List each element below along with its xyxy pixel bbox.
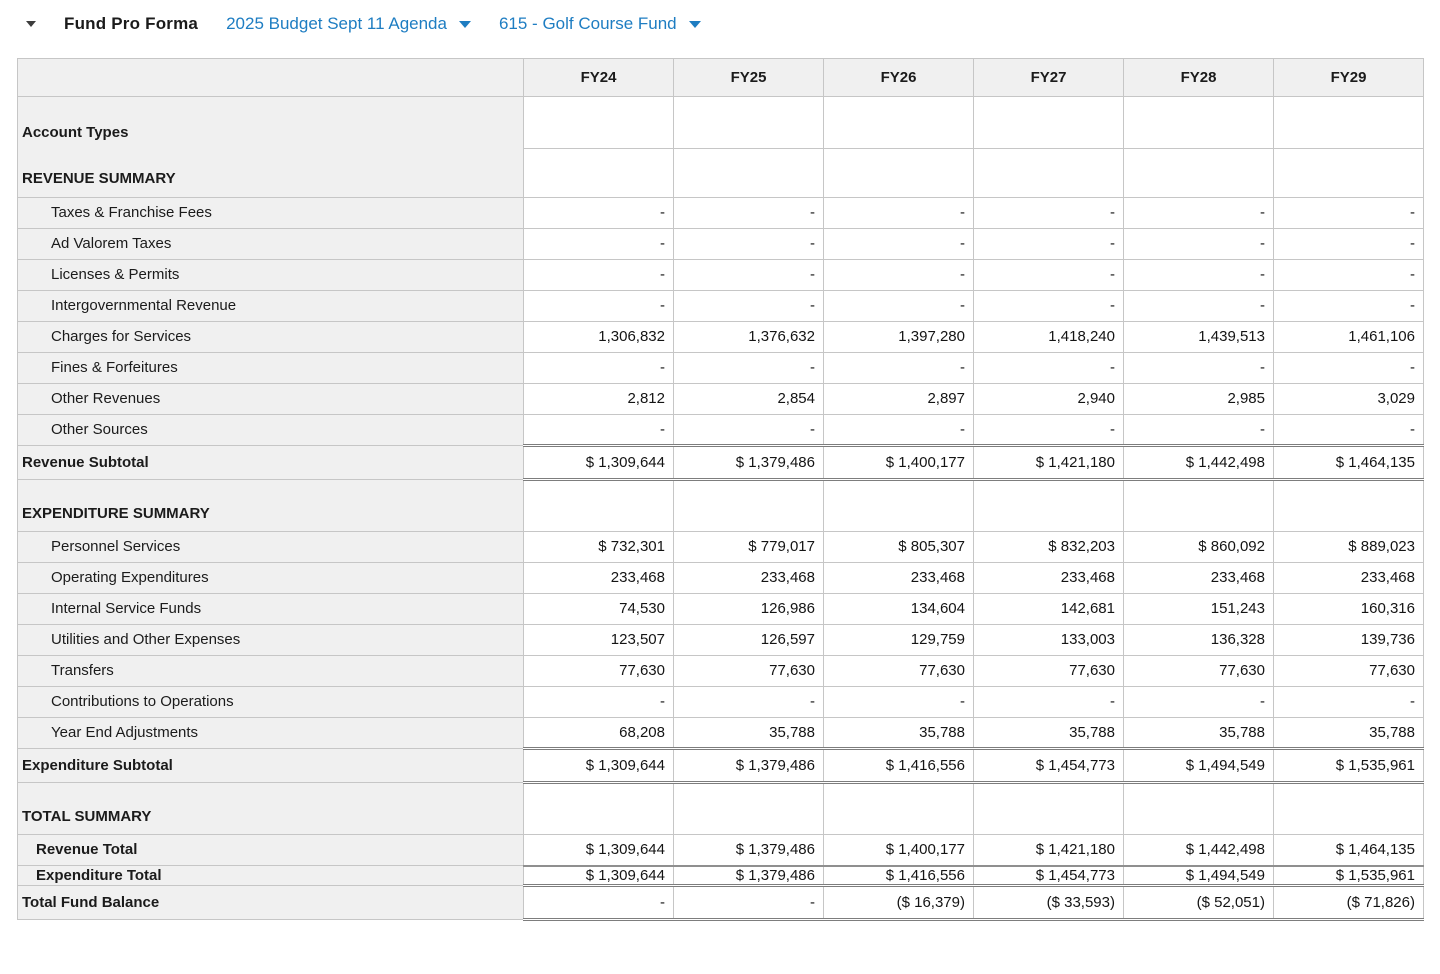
table-row [18,687,1424,718]
table-row [18,885,1424,919]
cell-value: $ 1,442,498 [1124,446,1274,480]
cell-value: $ 1,454,773 [974,866,1124,886]
row-label: Charges for Services [18,322,524,353]
cell-value: 1,418,240 [974,322,1124,353]
cell-value: 136,328 [1124,625,1274,656]
cell-value: $ 1,535,961 [1274,866,1424,886]
cell-value: $ 1,494,549 [1124,749,1274,783]
cell-value: - [674,353,824,384]
cell-value: 134,604 [824,594,974,625]
cell-value: 233,468 [824,563,974,594]
cell-value: $ 1,309,644 [524,835,674,866]
cell-value: 2,854 [674,384,824,415]
row-label: Licenses & Permits [18,260,524,291]
cell-value: 35,788 [974,718,1124,749]
cell-value: 1,461,106 [1274,322,1424,353]
table-row [18,446,1424,480]
table-row [18,480,1424,532]
cell-empty [524,783,674,835]
cell-value: 2,940 [974,384,1124,415]
cell-empty [824,480,974,532]
cell-value: - [674,885,824,919]
cell-value: - [674,415,824,446]
cell-value: - [1124,260,1274,291]
cell-value: $ 732,301 [524,532,674,563]
cell-empty [974,97,1124,149]
cell-empty [1274,149,1424,198]
cell-value: 77,630 [674,656,824,687]
table-row-section-group [18,97,1424,149]
table-row [18,229,1424,260]
column-header-fy: FY27 [974,59,1124,97]
cell-value: 2,897 [824,384,974,415]
row-label: Intergovernmental Revenue [18,291,524,322]
cell-empty [674,97,824,149]
cell-value: $ 1,416,556 [824,866,974,886]
cell-value: - [824,687,974,718]
cell-value: - [824,260,974,291]
table-row [18,532,1424,563]
row-label: Fines & Forfeitures [18,353,524,384]
cell-value: $ 1,442,498 [1124,835,1274,866]
cell-empty [824,783,974,835]
row-label: Other Revenues [18,384,524,415]
cell-value: 1,376,632 [674,322,824,353]
section-label: REVENUE SUMMARY [22,169,176,187]
cell-value: - [824,415,974,446]
cell-value: ($ 33,593) [974,885,1124,919]
row-label: Taxes & Franchise Fees [18,198,524,229]
table-row [18,384,1424,415]
table-row [18,594,1424,625]
cell-value: $ 1,535,961 [1274,749,1424,783]
cell-empty [824,97,974,149]
column-header-fy: FY29 [1274,59,1424,97]
toolbar [0,0,1440,48]
cell-value: - [974,353,1124,384]
cell-value: 77,630 [1274,656,1424,687]
cell-empty [1274,783,1424,835]
row-label: Total Fund Balance [18,885,524,919]
cell-value: 126,986 [674,594,824,625]
cell-value: $ 1,416,556 [824,749,974,783]
row-label: Utilities and Other Expenses [18,625,524,656]
row-label: Revenue Subtotal [18,446,524,480]
cell-value: - [974,415,1124,446]
table-row [18,260,1424,291]
row-label: Ad Valorem Taxes [18,229,524,260]
cell-value: - [524,415,674,446]
table-row [18,749,1424,783]
table-row [18,291,1424,322]
cell-empty [1274,97,1424,149]
cell-empty [1124,480,1274,532]
cell-empty [824,149,974,198]
cell-value: 123,507 [524,625,674,656]
fund-dropdown[interactable] [499,14,701,34]
cell-value: - [674,229,824,260]
row-label: TOTAL SUMMARY [18,783,524,835]
cell-value: ($ 52,051) [1124,885,1274,919]
cell-value: 129,759 [824,625,974,656]
cell-value: ($ 16,379) [824,885,974,919]
chevron-down-icon [689,21,701,28]
cell-value: - [1274,229,1424,260]
fund-dropdown-label: 615 - Golf Course Fund [498,14,677,33]
row-label: Transfers [18,656,524,687]
cell-value: - [974,687,1124,718]
cell-value: - [674,260,824,291]
table-row [18,322,1424,353]
section-label: Account Types [22,123,129,141]
row-label: Year End Adjustments [18,718,524,749]
cell-value: - [1124,353,1274,384]
cell-value: - [1124,198,1274,229]
table-header-row [18,59,1424,97]
cell-value: - [1274,687,1424,718]
header-corner-cell [18,59,524,97]
cell-value: 233,468 [524,563,674,594]
cell-empty [524,480,674,532]
section-group-label-cell [18,97,524,198]
cell-empty [1124,149,1274,198]
cell-empty [674,783,824,835]
cell-value: - [974,260,1124,291]
cell-value: - [524,353,674,384]
cell-value: - [674,291,824,322]
cell-value: 35,788 [674,718,824,749]
row-label: EXPENDITURE SUMMARY [18,480,524,532]
cell-value: 1,439,513 [1124,322,1274,353]
column-header-fy: FY25 [674,59,824,97]
cell-value: - [1274,260,1424,291]
page-title: Fund Pro Forma [64,14,199,33]
cell-value: - [1124,687,1274,718]
budget-version-dropdown-label: 2025 Budget Sept 11 Agenda [226,14,447,33]
cell-value: - [974,198,1124,229]
cell-value: 77,630 [824,656,974,687]
table-row [18,563,1424,594]
table-row [18,656,1424,687]
table-row [18,625,1424,656]
cell-value: - [674,198,824,229]
collapse-caret-icon[interactable] [26,21,36,27]
cell-value: $ 1,309,644 [524,866,674,886]
column-header-fy: FY24 [524,59,674,97]
cell-value: 3,029 [1274,384,1424,415]
cell-value: $ 805,307 [824,532,974,563]
cell-empty [1124,97,1274,149]
cell-value: 133,003 [974,625,1124,656]
cell-value: $ 1,379,486 [674,835,824,866]
cell-value: - [524,885,674,919]
cell-value: - [1274,415,1424,446]
cell-value: 233,468 [1274,563,1424,594]
table-row [18,835,1424,866]
cell-value: 233,468 [674,563,824,594]
cell-value: 233,468 [1124,563,1274,594]
row-label: Internal Service Funds [18,594,524,625]
cell-value: 68,208 [524,718,674,749]
cell-value: $ 1,379,486 [674,749,824,783]
cell-value: $ 779,017 [674,532,824,563]
cell-value: - [824,291,974,322]
cell-value: - [824,198,974,229]
row-label: Operating Expenditures [18,563,524,594]
budget-version-dropdown[interactable] [226,14,471,34]
cell-value: $ 1,421,180 [974,446,1124,480]
cell-value: - [824,229,974,260]
cell-value: - [524,291,674,322]
cell-value: 1,306,832 [524,322,674,353]
cell-value: 77,630 [1124,656,1274,687]
cell-value: $ 1,494,549 [1124,866,1274,886]
chevron-down-icon [459,21,471,28]
cell-value: - [1274,198,1424,229]
column-header-fy: FY26 [824,59,974,97]
cell-value: $ 1,400,177 [824,446,974,480]
row-label: Personnel Services [18,532,524,563]
cell-value: - [1124,291,1274,322]
cell-value: $ 1,421,180 [974,835,1124,866]
cell-value: - [1124,415,1274,446]
cell-value: - [824,353,974,384]
cell-value: $ 1,309,644 [524,749,674,783]
cell-empty [974,783,1124,835]
cell-value: - [974,291,1124,322]
cell-value: $ 1,454,773 [974,749,1124,783]
cell-value: 35,788 [824,718,974,749]
table-row [18,353,1424,384]
cell-value: $ 889,023 [1274,532,1424,563]
cell-value: $ 1,464,135 [1274,835,1424,866]
cell-value: 74,530 [524,594,674,625]
row-label: Other Sources [18,415,524,446]
row-label: Contributions to Operations [18,687,524,718]
cell-value: - [524,687,674,718]
row-label: Revenue Total [18,835,524,866]
cell-value: - [524,229,674,260]
cell-value: - [524,198,674,229]
cell-value: - [1124,229,1274,260]
cell-value: 2,985 [1124,384,1274,415]
cell-empty [974,149,1124,198]
cell-value: 77,630 [524,656,674,687]
cell-value: 160,316 [1274,594,1424,625]
cell-value: 151,243 [1124,594,1274,625]
cell-value: 35,788 [1274,718,1424,749]
column-header-fy: FY28 [1124,59,1274,97]
cell-value: 142,681 [974,594,1124,625]
cell-empty [1124,783,1274,835]
cell-value: - [524,260,674,291]
cell-empty [674,149,824,198]
cell-value: ($ 71,826) [1274,885,1424,919]
cell-value: 35,788 [1124,718,1274,749]
cell-empty [974,480,1124,532]
cell-value: - [974,229,1124,260]
row-label: Expenditure Subtotal [18,749,524,783]
cell-value: $ 1,379,486 [674,866,824,886]
pro-forma-table [17,58,1424,921]
cell-value: $ 860,092 [1124,532,1274,563]
cell-empty [1274,480,1424,532]
cell-empty [524,149,674,198]
cell-value: - [1274,291,1424,322]
cell-value: $ 1,309,644 [524,446,674,480]
table-row [18,198,1424,229]
cell-value: 126,597 [674,625,824,656]
table-row [18,783,1424,835]
cell-value: $ 1,400,177 [824,835,974,866]
cell-value: 2,812 [524,384,674,415]
cell-value: $ 832,203 [974,532,1124,563]
row-label: Expenditure Total [18,866,524,886]
table-row [18,415,1424,446]
cell-value: $ 1,464,135 [1274,446,1424,480]
cell-empty [674,480,824,532]
cell-value: 233,468 [974,563,1124,594]
cell-value: 139,736 [1274,625,1424,656]
cell-value: 1,397,280 [824,322,974,353]
cell-value: 77,630 [974,656,1124,687]
cell-empty [524,97,674,149]
cell-value: - [674,687,824,718]
cell-value: $ 1,379,486 [674,446,824,480]
table-row [18,866,1424,886]
cell-value: - [1274,353,1424,384]
table-row [18,718,1424,749]
